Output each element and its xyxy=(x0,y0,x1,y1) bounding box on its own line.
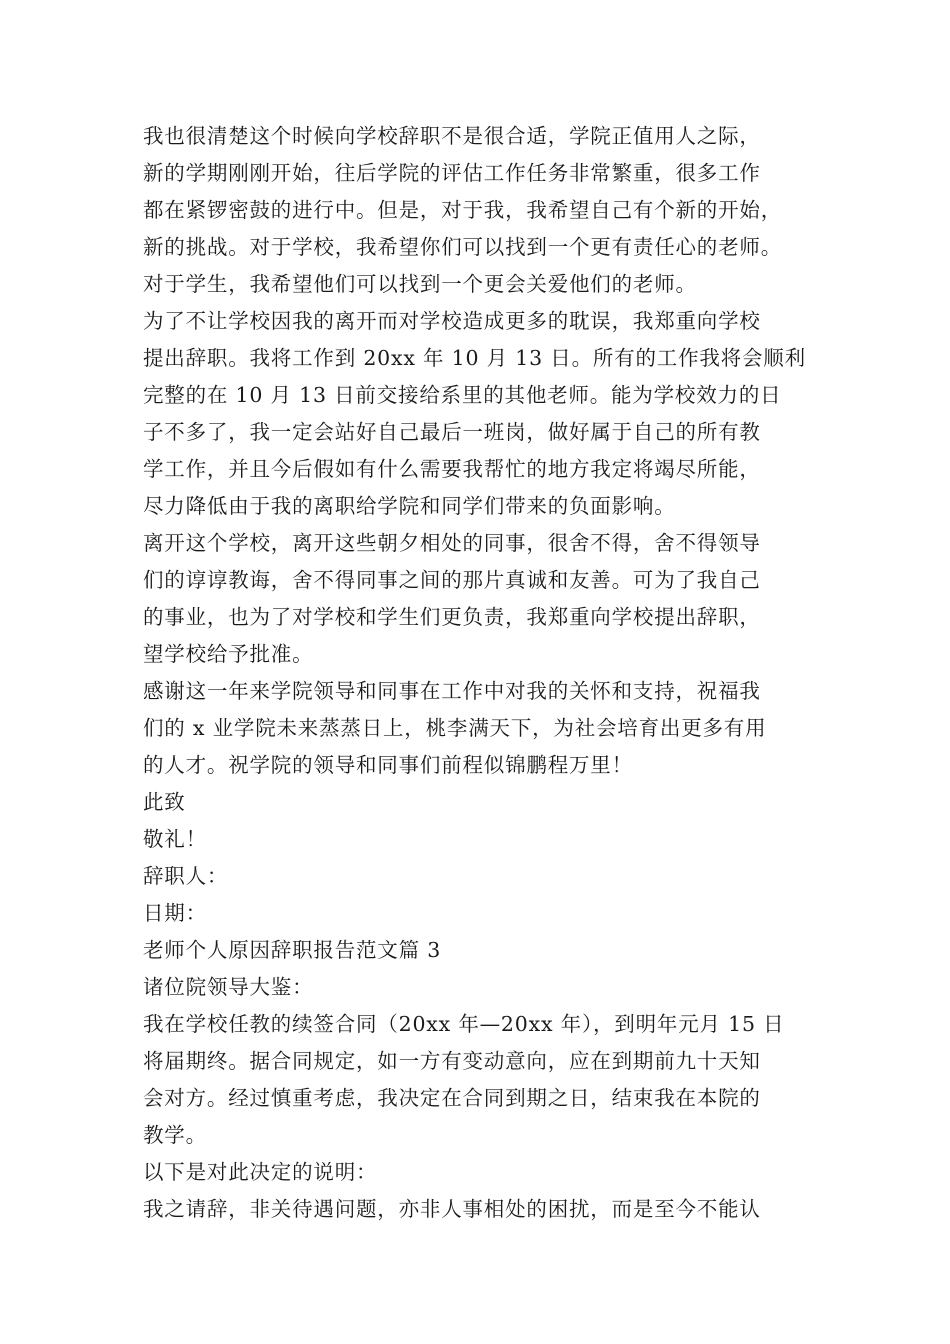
text-line: 为了不让学校因我的离开而对学校造成更多的耽误，我郑重向学校 xyxy=(143,309,761,333)
text-line: 感谢这一年来学院领导和同事在工作中对我的关怀和支持，祝福我 xyxy=(143,679,761,703)
text-line: 此致 xyxy=(143,790,186,814)
text-line: 辞职人： xyxy=(143,864,229,888)
text-line: 尽力降低由于我的离职给学院和同学们带来的负面影响。 xyxy=(143,494,676,518)
text-line: 教学。 xyxy=(143,1123,207,1147)
text-line: 提出辞职。我将工作到 20xx 年 10 月 13 日。所有的工作我将会顺利 xyxy=(143,346,806,370)
text-line: 以下是对此决定的说明： xyxy=(143,1160,378,1184)
text-line: 诸位院领导大鉴： xyxy=(143,975,314,999)
text-line: 会对方。经过慎重考虑，我决定在合同到期之日，结束我在本院的 xyxy=(143,1086,761,1110)
text-line: 学工作，并且今后假如有什么需要我帮忙的地方我定将竭尽所能， xyxy=(143,457,761,481)
document-body xyxy=(143,118,833,1228)
text-line: 我在学校任教的续签合同（20xx 年—20xx 年），到明年元月 15 日 xyxy=(143,1012,785,1036)
text-line: 们的谆谆教诲，舍不得同事之间的那片真诚和友善。可为了我自己 xyxy=(143,568,761,592)
text-line: 新的挑战。对于学校，我希望你们可以找到一个更有责任心的老师。 xyxy=(143,235,782,259)
text-line: 将届期终。据合同规定，如一方有变动意向，应在到期前九十天知 xyxy=(143,1049,761,1073)
text-line: 完整的在 10 月 13 日前交接给系里的其他老师。能为学校效力的日 xyxy=(143,383,782,407)
text-line: 们的 x 业学院未来蒸蒸日上，桃李满天下，为社会培育出更多有用 xyxy=(143,716,767,740)
text-line: 望学校给予批准。 xyxy=(143,642,314,666)
text-line: 对于学生，我希望他们可以找到一个更会关爱他们的老师。 xyxy=(143,272,697,296)
text-line: 新的学期刚刚开始，往后学院的评估工作任务非常繁重，很多工作 xyxy=(143,161,761,185)
text-line: 老师个人原因辞职报告范文篇 3 xyxy=(143,938,442,962)
text-line: 我也很清楚这个时候向学校辞职不是很合适，学院正值用人之际， xyxy=(143,124,761,148)
text-line: 日期： xyxy=(143,901,207,925)
text-line: 敬礼！ xyxy=(143,827,207,851)
text-line: 的人才。祝学院的领导和同事们前程似锦鹏程万里！ xyxy=(143,753,633,777)
text-line: 离开这个学校，离开这些朝夕相处的同事，很舍不得，舍不得领导 xyxy=(143,531,761,555)
text-line: 我之请辞，非关待遇问题，亦非人事相处的困扰，而是至今不能认 xyxy=(143,1197,761,1221)
text-line: 子不多了，我一定会站好自己最后一班岗，做好属于自己的所有教 xyxy=(143,420,761,444)
text-line: 的事业，也为了对学校和学生们更负责，我郑重向学校提出辞职， xyxy=(143,605,761,629)
text-line: 都在紧锣密鼓的进行中。但是，对于我，我希望自己有个新的开始， xyxy=(143,198,782,222)
